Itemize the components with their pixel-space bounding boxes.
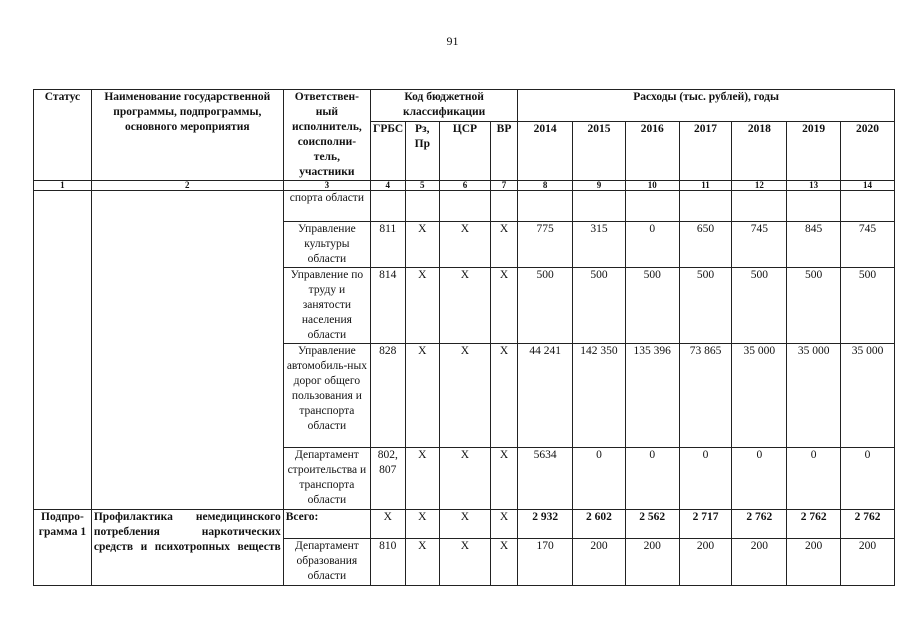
grbs-cell: 828: [371, 344, 406, 448]
value-cell: 0: [787, 448, 841, 510]
header-grbs: ГРБС: [371, 122, 406, 181]
header-year: 2019: [787, 122, 841, 181]
rzpr-cell: X: [405, 510, 440, 539]
value-cell: [732, 191, 787, 222]
header-rzpr: Рз, Пр: [405, 122, 440, 181]
value-cell: 0: [732, 448, 787, 510]
value-cell: 745: [732, 222, 787, 268]
value-cell: 0: [625, 222, 679, 268]
vr-cell: X: [490, 448, 517, 510]
subprogram-status: Подпро-грамма 1: [34, 510, 92, 586]
csr-cell: X: [440, 448, 491, 510]
header-name: Наименование государственной программы, подпрограммы, основного мероприятия: [91, 90, 283, 181]
column-number: 4: [371, 181, 406, 191]
value-cell: 200: [732, 539, 787, 586]
value-cell: 650: [679, 222, 732, 268]
column-number-row: [34, 181, 895, 191]
value-cell: 200: [625, 539, 679, 586]
header-csr: ЦСР: [440, 122, 491, 181]
grbs-cell: 802, 807: [371, 448, 406, 510]
budget-table: [33, 89, 895, 586]
value-cell: [625, 191, 679, 222]
value-cell: 745: [841, 222, 895, 268]
grbs-cell: 810: [371, 539, 406, 586]
value-cell: [787, 191, 841, 222]
rzpr-cell: X: [405, 539, 440, 586]
value-cell: 2 932: [518, 510, 573, 539]
value-cell: 0: [573, 448, 626, 510]
value-cell: 142 350: [573, 344, 626, 448]
column-number: 5: [405, 181, 440, 191]
rzpr-cell: X: [405, 222, 440, 268]
value-cell: 500: [518, 268, 573, 344]
column-number: 13: [787, 181, 841, 191]
executor-cell: Управление по труду и занятости населения области: [283, 268, 370, 344]
executor-cell: Управление автомобиль-ных дорог общего пользования и транспорта области: [283, 344, 370, 448]
column-number: 3: [283, 181, 370, 191]
grbs-cell: X: [371, 510, 406, 539]
vr-cell: X: [490, 510, 517, 539]
value-cell: 500: [732, 268, 787, 344]
value-cell: 135 396: [625, 344, 679, 448]
value-cell: 2 762: [841, 510, 895, 539]
column-number: 7: [490, 181, 517, 191]
header-responsible: Ответствен-ный исполнитель, соисполни-тель, участники: [283, 90, 370, 181]
column-number: 10: [625, 181, 679, 191]
header-row-top: [34, 90, 895, 122]
csr-cell: X: [440, 222, 491, 268]
header-year: 2017: [679, 122, 732, 181]
status-cell-empty: [34, 191, 92, 510]
header-year: 2018: [732, 122, 787, 181]
value-cell: [841, 191, 895, 222]
column-number: 8: [518, 181, 573, 191]
value-cell: [573, 191, 626, 222]
column-number: 6: [440, 181, 491, 191]
vr-cell: X: [490, 268, 517, 344]
header-vr: ВР: [490, 122, 517, 181]
csr-cell: X: [440, 344, 491, 448]
value-cell: 5634: [518, 448, 573, 510]
vr-cell: [490, 191, 517, 222]
value-cell: [679, 191, 732, 222]
executor-cell: Всего:: [283, 510, 370, 539]
rzpr-cell: X: [405, 448, 440, 510]
column-number: 1: [34, 181, 92, 191]
rzpr-cell: X: [405, 344, 440, 448]
value-cell: 200: [573, 539, 626, 586]
csr-cell: X: [440, 268, 491, 344]
value-cell: 35 000: [732, 344, 787, 448]
column-number: 2: [91, 181, 283, 191]
executor-cell: Департамент строительства и транспорта области: [283, 448, 370, 510]
header-year: 2016: [625, 122, 679, 181]
value-cell: 200: [679, 539, 732, 586]
grbs-cell: 814: [371, 268, 406, 344]
grbs-cell: 811: [371, 222, 406, 268]
table-row: [34, 191, 895, 222]
executor-cell: Департамент образования области: [283, 539, 370, 586]
subprogram-name: Профилактика немедицинского потребления наркотических средств и психотропных веществ: [91, 510, 283, 586]
vr-cell: X: [490, 344, 517, 448]
value-cell: 500: [787, 268, 841, 344]
vr-cell: X: [490, 539, 517, 586]
value-cell: 500: [679, 268, 732, 344]
value-cell: 2 717: [679, 510, 732, 539]
column-number: 9: [573, 181, 626, 191]
value-cell: 500: [841, 268, 895, 344]
rzpr-cell: [405, 191, 440, 222]
rzpr-cell: X: [405, 268, 440, 344]
value-cell: 73 865: [679, 344, 732, 448]
value-cell: 44 241: [518, 344, 573, 448]
value-cell: 0: [841, 448, 895, 510]
column-number: 11: [679, 181, 732, 191]
value-cell: 500: [573, 268, 626, 344]
column-number: 14: [841, 181, 895, 191]
value-cell: 170: [518, 539, 573, 586]
vr-cell: X: [490, 222, 517, 268]
value-cell: 2 562: [625, 510, 679, 539]
value-cell: 2 762: [732, 510, 787, 539]
header-budget-code: Код бюджетной классификации: [371, 90, 518, 122]
csr-cell: X: [440, 539, 491, 586]
grbs-cell: [371, 191, 406, 222]
value-cell: 2 762: [787, 510, 841, 539]
header-year: 2014: [518, 122, 573, 181]
header-year: 2015: [573, 122, 626, 181]
value-cell: 0: [625, 448, 679, 510]
executor-cell: спорта области: [283, 191, 370, 222]
value-cell: 0: [679, 448, 732, 510]
value-cell: 200: [841, 539, 895, 586]
value-cell: 315: [573, 222, 626, 268]
value-cell: 500: [625, 268, 679, 344]
subprogram-total-row: [34, 510, 895, 539]
value-cell: 35 000: [787, 344, 841, 448]
header-year: 2020: [841, 122, 895, 181]
header-expenses: Расходы (тыс. рублей), годы: [518, 90, 895, 122]
value-cell: 845: [787, 222, 841, 268]
value-cell: 200: [787, 539, 841, 586]
page-number: 91: [446, 34, 459, 48]
csr-cell: [440, 191, 491, 222]
column-number: 12: [732, 181, 787, 191]
header-status: Статус: [34, 90, 92, 181]
executor-cell: Управление культуры области: [283, 222, 370, 268]
value-cell: 35 000: [841, 344, 895, 448]
value-cell: [518, 191, 573, 222]
value-cell: 775: [518, 222, 573, 268]
name-cell-empty: [91, 191, 283, 510]
value-cell: 2 602: [573, 510, 626, 539]
csr-cell: X: [440, 510, 491, 539]
